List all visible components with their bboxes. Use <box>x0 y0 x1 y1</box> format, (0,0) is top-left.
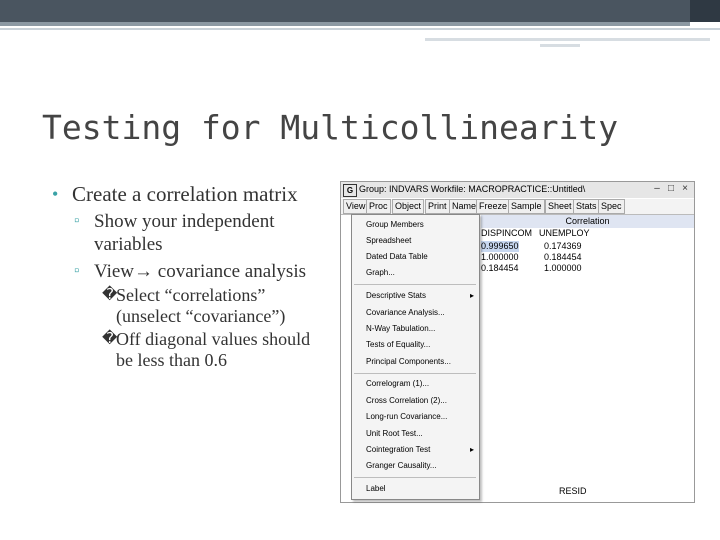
view-dropdown-menu <box>351 214 480 500</box>
grid-cell[interactable]: 0.184454 <box>481 263 519 273</box>
toolbar-spec-button[interactable]: Spec <box>598 199 625 214</box>
bullet-list <box>52 182 327 371</box>
toolbar-object-button[interactable]: Object <box>392 199 424 214</box>
column-header[interactable]: DISPINCOM <box>481 228 533 238</box>
menu-item-correlogram[interactable]: Correlogram (1)... <box>366 379 430 388</box>
grid-cell[interactable]: 0.999650 <box>481 241 519 251</box>
toolbar-stats-button[interactable]: Stats <box>573 199 600 214</box>
menu-item-group-members[interactable]: Group Members <box>366 220 424 229</box>
arrow-icon: → <box>134 261 154 282</box>
menu-separator <box>354 477 476 478</box>
bullet-marker: ▫ <box>74 263 80 279</box>
menu-item-long-run-covariance[interactable]: Long-run Covariance... <box>366 412 448 421</box>
resid-label: RESID <box>559 486 587 496</box>
slide-title: Testing for Multicollinearity <box>42 108 619 147</box>
bullet-text: Off diagonal values should be less than 0.6 <box>116 329 311 370</box>
close-icon[interactable]: × <box>682 183 688 194</box>
header-thin-line <box>0 28 720 30</box>
menu-item-descriptive-stats[interactable]: Descriptive Stats ▸ <box>366 291 426 300</box>
menu-item-label[interactable]: Label <box>366 484 386 493</box>
grid-cell[interactable]: 0.174369 <box>544 241 582 251</box>
menu-separator <box>354 284 476 285</box>
bullet-level3 <box>52 285 327 327</box>
window-toolbar <box>341 199 694 215</box>
toolbar-freeze-button[interactable]: Freeze <box>476 199 510 214</box>
grid-cell[interactable]: 0.184454 <box>544 252 582 262</box>
toolbar-sheet-button[interactable]: Sheet <box>545 199 575 214</box>
toolbar-sample-button[interactable]: Sample <box>508 199 545 214</box>
window-title: Group: INDVARS Workfile: MACROPRACTICE::Untitled\ <box>359 184 586 194</box>
bullet-marker: � <box>102 331 118 347</box>
bullet-level1 <box>52 182 327 206</box>
header-bar <box>0 0 720 22</box>
maximize-icon[interactable]: □ <box>667 183 675 194</box>
toolbar-name-button[interactable]: Name <box>449 199 479 214</box>
menu-item-unit-root-test[interactable]: Unit Root Test... <box>366 429 423 438</box>
menu-item-tests-of-equality[interactable]: Tests of Equality... <box>366 340 431 349</box>
menu-item-spreadsheet[interactable]: Spreadsheet <box>366 236 412 245</box>
header-corner-block <box>690 0 720 22</box>
menu-item-covariance-analysis[interactable]: Covariance Analysis... <box>366 308 445 317</box>
menu-separator <box>354 373 476 374</box>
bullet-text: View <box>94 261 135 282</box>
minimize-icon[interactable]: – <box>654 183 660 194</box>
window-titlebar <box>341 182 694 198</box>
bullet-marker: ▫ <box>74 213 80 229</box>
bullet-text: Select “correlations” (unselect “covariance”) <box>116 285 286 326</box>
bullet-text: Show your independent variables <box>94 211 275 255</box>
grid-cell[interactable]: 1.000000 <box>544 263 582 273</box>
bullet-level2 <box>52 210 327 256</box>
bullet-marker: • <box>52 184 59 204</box>
column-header[interactable]: UNEMPLOY <box>539 228 590 238</box>
bullet-level3 <box>52 329 327 371</box>
header-line <box>425 38 710 41</box>
menu-item-cross-correlation[interactable]: Cross Correlation (2)... <box>366 396 447 405</box>
group-icon: G <box>343 184 357 197</box>
header-accent-bar <box>0 22 690 26</box>
menu-item-cointegration-test[interactable]: Cointegration Test ▸ <box>366 445 430 454</box>
bullet-level2 <box>52 260 327 283</box>
header-line-short <box>540 44 580 47</box>
toolbar-print-button[interactable]: Print <box>425 199 450 214</box>
grid-cell[interactable]: 1.000000 <box>481 252 519 262</box>
bullet-text: Create a correlation matrix <box>72 182 298 206</box>
menu-item-n-way-tabulation[interactable]: N-Way Tabulation... <box>366 324 436 333</box>
menu-item-dated-data-table[interactable]: Dated Data Table <box>366 252 428 261</box>
toolbar-view-button[interactable]: View <box>343 199 368 214</box>
bullet-marker: � <box>102 287 118 303</box>
bullet-text: covariance analysis <box>153 261 306 282</box>
grid-header: Correlation <box>481 215 694 228</box>
toolbar-proc-button[interactable]: Proc <box>366 199 391 214</box>
menu-item-principal-components[interactable]: Principal Components... <box>366 357 451 366</box>
menu-item-graph[interactable]: Graph... <box>366 268 395 277</box>
menu-item-granger-causality[interactable]: Granger Causality... <box>366 461 437 470</box>
